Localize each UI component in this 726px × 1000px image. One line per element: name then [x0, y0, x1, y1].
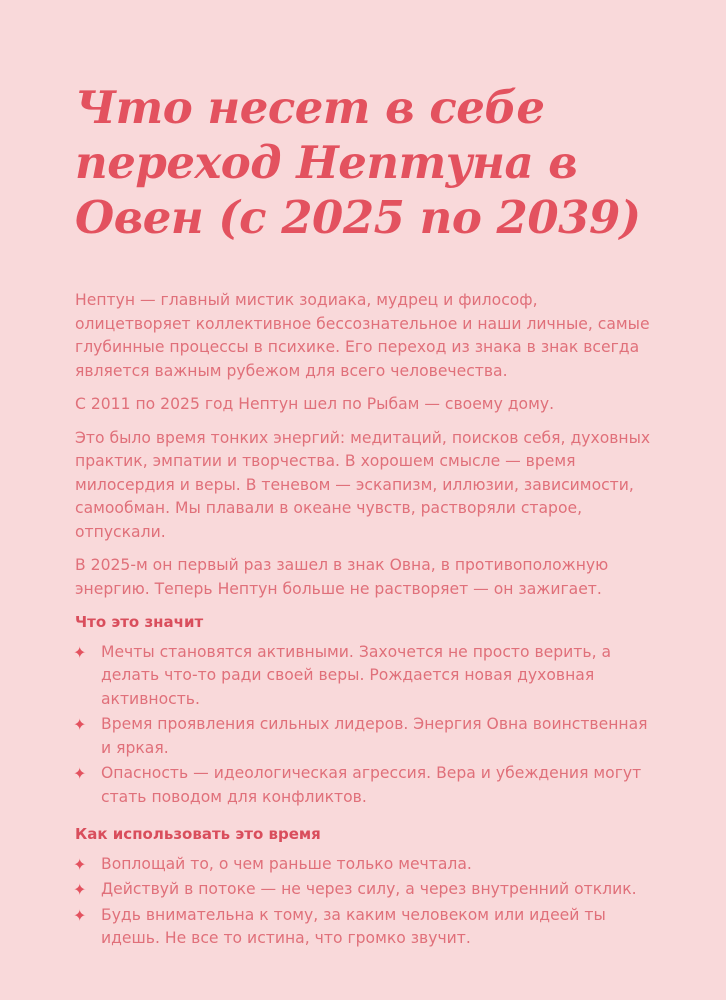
- four-point-star-icon: ✦: [73, 880, 87, 899]
- meaning-list: [75, 641, 655, 810]
- list-item: ✦ Опасность — идеологическая агрессия. Вера и убеждения могут стать поводом для конфликтов.: [73, 764, 642, 806]
- section-heading: Как использовать это время: [75, 825, 321, 843]
- article-body: [75, 289, 655, 951]
- page-title: Что несет в себе переход Нептуна в Овен (с 2025 по 2039): [75, 81, 641, 244]
- list-item: ✦ Будь внимательна к тому, за каким человеком или идеей ты идешь. Не все то истина, что громко звучит.: [73, 905, 606, 947]
- list-item: ✦ Действуй в потоке — не через силу, а через внутренний отклик.: [75, 878, 655, 902]
- list-item: ✦ Время проявления сильных лидеров. Энергия Овна воинственная и яркая.: [73, 715, 648, 757]
- usage-list: [75, 853, 655, 951]
- section-heading: Что это значит: [75, 613, 204, 631]
- page: [75, 80, 655, 965]
- paragraph: С 2011 по 2025 год Нептун шел по Рыбам — своему дому.: [75, 395, 555, 413]
- paragraph: Нептун — главный мистик зодиака, мудрец и философ, олицетворяет коллективное бессознательное и наши личные, самые глубинные процессы в психике. Его переход из знака в знак всегда является важным рубежом для всего человечества.: [75, 291, 650, 380]
- four-point-star-icon: ✦: [73, 715, 87, 734]
- four-point-star-icon: ✦: [73, 642, 87, 662]
- list-item: ✦ Мечты становятся активными. Захочется не просто верить, а делать что-то ради своей веры. Рождается новая духовная активность.: [73, 642, 612, 708]
- list-item: ✦ Воплощай то, о чем раньше только мечтала.: [75, 853, 655, 877]
- paragraph: В 2025-м он первый раз зашел в знак Овна, в противоположную энергию. Теперь Нептун больше не растворяет — он зажигает.: [75, 556, 609, 598]
- four-point-star-icon: ✦: [73, 764, 87, 783]
- paragraph: Это было время тонких энергий: медитаций, поисков себя, духовных практик, эмпатии и творчества. В хорошем смысле — время милосердия и веры. В теневом — эскапизм, иллюзии, зависимости, самообман. Мы плавали в океане чувств, растворяли старое, отпускали.: [75, 428, 651, 541]
- four-point-star-icon: ✦: [73, 905, 87, 925]
- four-point-star-icon: ✦: [73, 854, 87, 874]
